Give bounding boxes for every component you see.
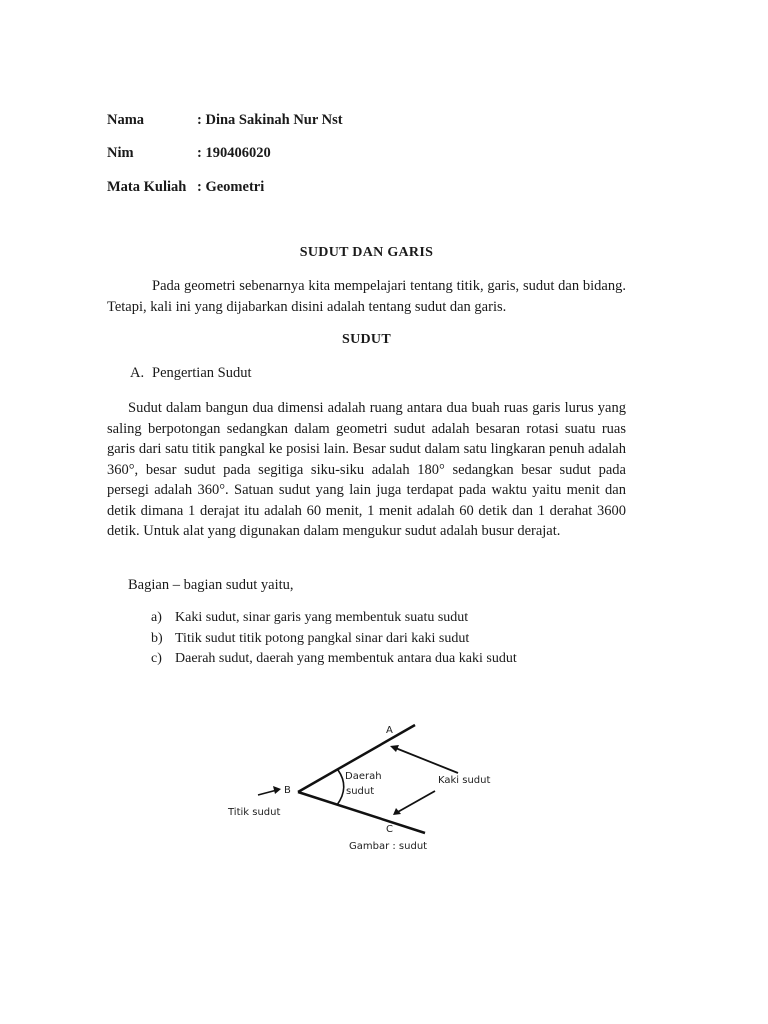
list-text: Titik sudut titik potong pangkal sinar dari kaki sudut — [175, 630, 470, 646]
parts-intro: Bagian – bagian sudut yaitu, — [128, 577, 294, 593]
list-item — [151, 649, 517, 670]
titik-sudut-label: Titik sudut — [228, 807, 281, 818]
meta-mata-kuliah — [107, 178, 264, 196]
figure-caption: Gambar : sudut — [349, 841, 428, 852]
daerah-label-line2: sudut — [346, 786, 375, 797]
subsection-letter: A. — [130, 365, 145, 381]
list-marker: c) — [151, 651, 162, 666]
angle-diagram — [210, 715, 510, 860]
section-title: SUDUT — [342, 332, 391, 347]
arrow-to-ray-a-line — [393, 747, 458, 773]
list-item — [151, 608, 517, 629]
list-text: Daerah sudut, daerah yang membentuk antara dua kaki sudut — [175, 651, 517, 666]
arrow-to-vertex-head — [273, 786, 281, 794]
meta-nim — [107, 144, 271, 162]
arrow-to-ray-c-line — [396, 791, 435, 813]
list-marker: a) — [151, 610, 162, 625]
arrow-to-vertex-line — [258, 790, 277, 795]
intro-paragraph: Pada geometri sebenarnya kita mempelajari tentang titik, garis, sudut dan bidang. Tetapi, kali ini yang dijabarkan disini adalah tentang sudut dan garis. — [107, 278, 626, 315]
document-title: SUDUT DAN GARIS — [299, 245, 434, 260]
subsection-label: Pengertian Sudut — [152, 365, 252, 381]
subsection-heading — [130, 365, 251, 382]
angle-arc — [337, 770, 344, 805]
definition-paragraph: Sudut dalam bangun dua dimensi adalah ruang antara dua buah ruas garis lurus yang saling berpotongan sedangkan dalam geometri sudut adalah besaran rotasi suatu ruas garis dari satu titik pangkal ke posisi lain. Besar sudut dalam satu lingkaran penuh adalah 360°, besar sudut pada segitiga siku-siku adalah 180° sedangkan besar sudut pada persegi adalah 360°. Satuan sudut yang lain juga terdapat pada waktu yaitu menit dan detik dimana 1 derajat itu adalah 60 menit, 1 menit adalah 60 detik dan 1 derahat 3600 detik. Untuk alat yang digunakan dalam mengukur sudut adalah busur derajat. — [107, 400, 626, 539]
meta-nama-value: : Dina Sakinah Nur Nst — [197, 112, 343, 128]
list-item — [151, 629, 517, 650]
kaki-sudut-label: Kaki sudut — [438, 775, 491, 786]
label-c: C — [386, 824, 393, 835]
daerah-label-line1: Daerah — [345, 771, 382, 782]
ray-c-line — [298, 792, 425, 833]
list-text: Kaki sudut, sinar garis yang membentuk suatu sudut — [175, 610, 469, 625]
label-b: B — [284, 785, 291, 796]
meta-nama-key: Nama — [107, 112, 145, 128]
meta-mk-value: : Geometri — [197, 179, 264, 195]
meta-mk-key: Mata Kuliah — [107, 179, 187, 195]
meta-nim-key: Nim — [107, 145, 134, 161]
parts-list — [151, 608, 517, 670]
meta-nama — [107, 111, 343, 129]
meta-nim-value: : 190406020 — [197, 145, 271, 161]
label-a: A — [386, 725, 393, 736]
list-marker: b) — [151, 630, 163, 646]
